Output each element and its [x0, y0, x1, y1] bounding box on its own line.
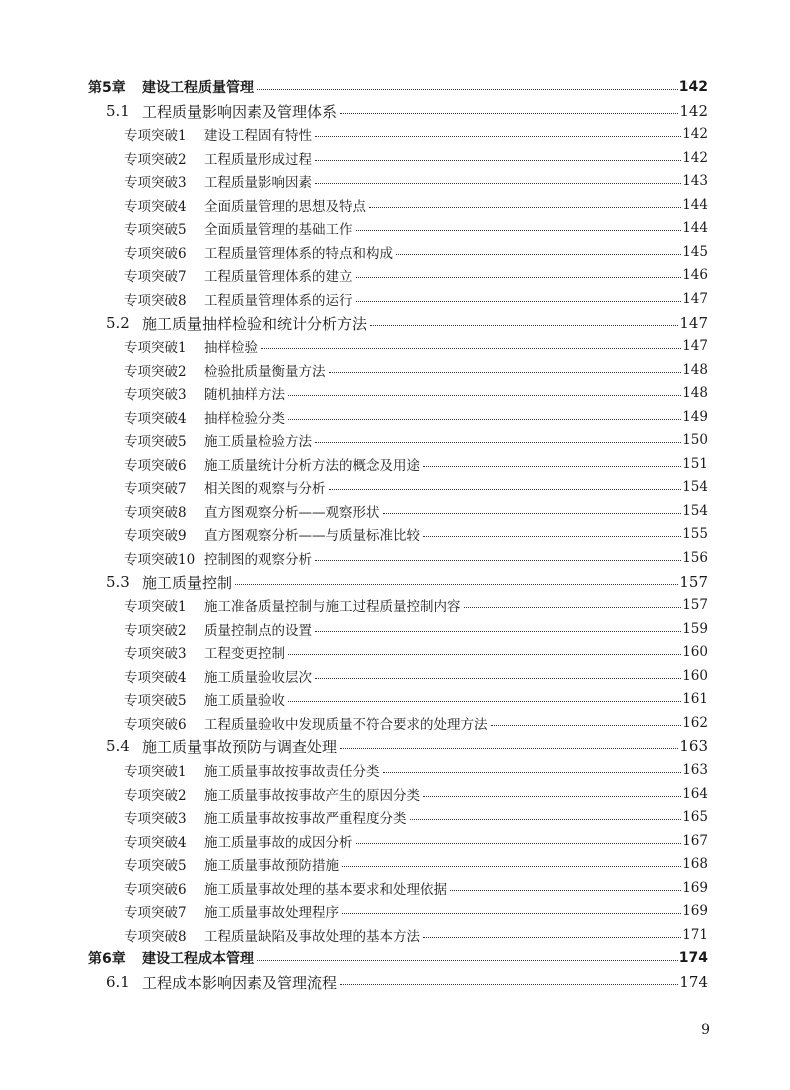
toc-entry-title: 施工质量事故的成因分析: [204, 835, 353, 851]
toc-item-entry: [124, 522, 708, 546]
dot-leader: [464, 606, 682, 608]
toc-entry-number: 专项突破10: [124, 552, 196, 568]
toc-entry-title: 施工质量事故预防措施: [204, 858, 339, 874]
toc-entry-page: 156: [682, 550, 708, 566]
toc-entry-title: 全面质量管理的基础工作: [204, 222, 353, 238]
toc-entry-title: 工程质量管理体系的特点和构成: [204, 246, 393, 262]
dot-leader: [340, 747, 678, 749]
toc-item-entry: [124, 876, 708, 900]
toc-entry-title: 施工质量事故处理的基本要求和处理依据: [204, 882, 447, 898]
toc-entry-title: 全面质量管理的思想及特点: [204, 199, 366, 215]
toc-entry-number: 专项突破4: [124, 199, 187, 215]
dot-leader: [288, 700, 681, 702]
toc-entry-page: 174: [679, 973, 708, 991]
toc-entry-title: 工程质量管理体系的建立: [204, 269, 353, 285]
dot-leader: [288, 653, 681, 655]
toc-entry-number: 5.1: [106, 102, 130, 120]
toc-entry-title: 施工质量事故处理程序: [204, 905, 339, 921]
dot-leader: [235, 583, 678, 585]
dot-leader: [491, 724, 682, 726]
dot-leader: [423, 465, 681, 467]
toc-entry-number: 专项突破5: [124, 858, 187, 874]
toc-entry-number: 第5章: [88, 80, 126, 96]
toc-entry-title: 工程质量管理体系的运行: [204, 293, 353, 309]
toc-entry-number: 专项突破3: [124, 387, 187, 403]
dot-leader: [356, 276, 682, 278]
toc-entry-number: 专项突破5: [124, 222, 187, 238]
toc-entry-number: 专项突破4: [124, 835, 187, 851]
toc-item-entry: [124, 546, 708, 570]
toc-entry-page: 157: [679, 573, 708, 591]
toc-entry-page: 147: [682, 338, 708, 354]
toc-entry-page: 150: [682, 432, 708, 448]
toc-entry-number: 专项突破8: [124, 929, 187, 945]
toc-item-entry: [124, 381, 708, 405]
dot-leader: [261, 347, 681, 349]
toc-entry-number: 专项突破6: [124, 882, 187, 898]
toc-item-entry: [124, 287, 708, 311]
toc-item-entry: [124, 617, 708, 641]
dot-leader: [315, 630, 681, 632]
toc-entry-page: 168: [682, 856, 708, 872]
toc-item-entry: [124, 475, 708, 499]
toc-item-entry: [124, 805, 708, 829]
toc-entry-page: 171: [682, 927, 708, 943]
toc-entry-page: 149: [682, 409, 708, 425]
dot-leader: [315, 441, 681, 443]
toc-entry-title: 工程质量验收中发现质量不符合要求的处理方法: [204, 717, 488, 733]
toc-entry-page: 165: [682, 809, 708, 825]
toc-entry-title: 随机抽样方法: [204, 387, 285, 403]
dot-leader: [423, 795, 681, 797]
toc-item-entry: [124, 758, 708, 782]
toc-entry-title: 工程质量形成过程: [204, 152, 312, 168]
dot-leader: [315, 559, 681, 561]
toc-entry-page: 147: [682, 291, 708, 307]
toc-entry-title: 施工质量控制: [142, 573, 233, 592]
toc-entry-number: 5.4: [106, 737, 130, 755]
toc-entry-page: 147: [679, 314, 708, 332]
toc-item-entry: [124, 405, 708, 429]
toc-entry-page: 169: [682, 903, 708, 919]
dot-leader: [423, 535, 681, 537]
toc-entry-page: 163: [679, 737, 708, 755]
toc-entry-number: 专项突破4: [124, 411, 187, 427]
toc-item-entry: [124, 593, 708, 617]
toc-entry-page: 155: [682, 526, 708, 542]
dot-leader: [370, 324, 678, 326]
toc-entry-number: 专项突破9: [124, 528, 187, 544]
toc-entry-page: 157: [682, 597, 708, 613]
toc-item-entry: [124, 899, 708, 923]
dot-leader: [356, 300, 682, 302]
toc-entry-page: 148: [682, 362, 708, 378]
toc-entry-page: 146: [682, 267, 708, 283]
dot-leader: [315, 159, 681, 161]
toc-entry-number: 专项突破8: [124, 505, 187, 521]
toc-entry-title: 检验批质量衡量方法: [204, 364, 326, 380]
dot-leader: [329, 371, 682, 373]
toc-item-entry: [124, 263, 708, 287]
toc-entry-number: 专项突破1: [124, 340, 187, 356]
toc-entry-number: 5.2: [106, 314, 130, 332]
toc-entry-title: 建设工程固有特性: [204, 128, 312, 144]
toc-entry-page: 148: [682, 385, 708, 401]
toc-entry-number: 专项突破3: [124, 811, 187, 827]
dot-leader: [450, 889, 681, 891]
toc-section-entry: [106, 570, 708, 594]
toc-entry-title: 工程质量影响因素及管理体系: [142, 102, 338, 121]
toc-entry-number: 第6章: [88, 951, 126, 967]
dot-leader: [340, 983, 678, 985]
toc-entry-title: 施工质量事故按事故责任分类: [204, 764, 380, 780]
toc-entry-page: 142: [679, 102, 708, 120]
toc-entry-number: 专项突破1: [124, 764, 187, 780]
dot-leader: [315, 135, 681, 137]
toc-entry-number: 专项突破2: [124, 788, 187, 804]
toc-section-entry: [106, 970, 708, 994]
toc-entry-number: 专项突破1: [124, 128, 187, 144]
toc-entry-number: 专项突破7: [124, 905, 187, 921]
toc-entry-page: 164: [682, 786, 708, 802]
toc-item-entry: [124, 923, 708, 947]
toc-entry-number: 6.1: [106, 973, 130, 991]
toc-entry-number: 5.3: [106, 573, 130, 591]
toc-entry-page: 151: [682, 456, 708, 472]
dot-leader: [288, 418, 681, 420]
toc-entry-number: 专项突破2: [124, 623, 187, 639]
dot-leader: [383, 771, 682, 773]
toc-entry-title: 建设工程质量管理: [142, 80, 254, 96]
toc-entry-page: 159: [682, 621, 708, 637]
toc-entry-page: 169: [682, 880, 708, 896]
dot-leader: [423, 936, 681, 938]
toc-item-entry: [124, 852, 708, 876]
toc-item-entry: [124, 829, 708, 853]
toc-entry-title: 直方图观察分析——观察形状: [204, 505, 380, 521]
toc-entry-number: 专项突破6: [124, 717, 187, 733]
toc-entry-title: 工程变更控制: [204, 646, 285, 662]
toc-entry-title: 工程质量缺陷及事故处理的基本方法: [204, 929, 420, 945]
toc-entry-page: 160: [682, 668, 708, 684]
toc-entry-title: 控制图的观察分析: [204, 552, 312, 568]
toc-entry-title: 质量控制点的设置: [204, 623, 312, 639]
dot-leader: [257, 959, 678, 961]
toc-entry-page: 144: [682, 197, 708, 213]
toc-entry-title: 工程质量影响因素: [204, 175, 312, 191]
toc-entry-title: 抽样检验: [204, 340, 258, 356]
toc-entry-number: 专项突破4: [124, 670, 187, 686]
toc-item-entry: [124, 146, 708, 170]
toc-entry-page: 167: [682, 833, 708, 849]
toc-entry-title: 施工质量统计分析方法的概念及用途: [204, 458, 420, 474]
toc-item-entry: [124, 122, 708, 146]
toc-entry-number: 专项突破1: [124, 599, 187, 615]
toc-entry-number: 专项突破3: [124, 175, 187, 191]
toc-entry-title: 施工质量验收: [204, 693, 285, 709]
toc-entry-page: 154: [682, 503, 708, 519]
toc-entry-title: 直方图观察分析——与质量标准比较: [204, 528, 420, 544]
toc-entry-number: 专项突破5: [124, 693, 187, 709]
dot-leader: [342, 865, 681, 867]
toc-item-entry: [124, 193, 708, 217]
toc-entry-title: 施工质量检验方法: [204, 434, 312, 450]
toc-item-entry: [124, 334, 708, 358]
toc-section-entry: [106, 734, 708, 758]
toc-entry-number: 专项突破8: [124, 293, 187, 309]
toc-entry-title: 建设工程成本管理: [142, 951, 254, 967]
toc-entry-page: 154: [682, 479, 708, 495]
toc-item-entry: [124, 169, 708, 193]
dot-leader: [410, 818, 682, 820]
page-number: 9: [701, 1022, 710, 1038]
toc-item-entry: [124, 687, 708, 711]
toc-entry-page: 144: [682, 220, 708, 236]
toc-entry-page: 142: [678, 79, 708, 95]
toc-entry-page: 163: [682, 762, 708, 778]
toc-entry-number: 专项突破6: [124, 246, 187, 262]
dot-leader: [383, 512, 682, 514]
toc-entry-page: 160: [682, 644, 708, 660]
toc-item-entry: [124, 452, 708, 476]
toc-item-entry: [124, 358, 708, 382]
toc-entry-page: 142: [682, 150, 708, 166]
toc-entry-number: 专项突破6: [124, 458, 187, 474]
toc-entry-title: 施工质量事故预防与调查处理: [142, 737, 338, 756]
toc-chapter-entry: [88, 75, 708, 99]
toc-entry-title: 抽样检验分类: [204, 411, 285, 427]
dot-leader: [356, 842, 682, 844]
toc-entry-number: 专项突破3: [124, 646, 187, 662]
dot-leader: [356, 229, 682, 231]
toc-item-entry: [124, 782, 708, 806]
toc-item-entry: [124, 711, 708, 735]
toc-entry-title: 施工质量事故按事故产生的原因分类: [204, 788, 420, 804]
toc-entry-title: 施工质量事故按事故严重程度分类: [204, 811, 407, 827]
toc-entry-number: 专项突破7: [124, 269, 187, 285]
toc-section-entry: [106, 99, 708, 123]
toc-item-entry: [124, 640, 708, 664]
toc-entry-title: 工程成本影响因素及管理流程: [142, 973, 338, 992]
dot-leader: [315, 182, 681, 184]
toc-entry-title: 施工质量抽样检验和统计分析方法: [142, 314, 368, 333]
toc-entry-page: 162: [682, 715, 708, 731]
dot-leader: [369, 206, 681, 208]
toc-entry-title: 施工准备质量控制与施工过程质量控制内容: [204, 599, 461, 615]
dot-leader: [315, 677, 681, 679]
dot-leader: [288, 394, 681, 396]
toc-entry-number: 专项突破2: [124, 152, 187, 168]
toc-entry-title: 施工质量验收层次: [204, 670, 312, 686]
toc-item-entry: [124, 240, 708, 264]
toc-item-entry: [124, 499, 708, 523]
toc-entry-title: 相关图的观察与分析: [204, 481, 326, 497]
toc-entry-number: 专项突破7: [124, 481, 187, 497]
toc-chapter-entry: [88, 946, 708, 970]
toc-entry-number: 专项突破5: [124, 434, 187, 450]
toc-entry-page: 143: [682, 173, 708, 189]
toc-entry-number: 专项突破2: [124, 364, 187, 380]
toc-entry-page: 174: [678, 950, 708, 966]
toc-item-entry: [124, 664, 708, 688]
toc-section-entry: [106, 311, 708, 335]
dot-leader: [396, 253, 681, 255]
dot-leader: [329, 488, 682, 490]
toc-entry-page: 161: [682, 691, 708, 707]
toc-item-entry: [124, 216, 708, 240]
toc-entry-page: 145: [682, 244, 708, 260]
dot-leader: [342, 912, 681, 914]
dot-leader: [257, 88, 678, 90]
toc-entry-page: 142: [682, 126, 708, 142]
toc-item-entry: [124, 428, 708, 452]
dot-leader: [340, 112, 678, 114]
